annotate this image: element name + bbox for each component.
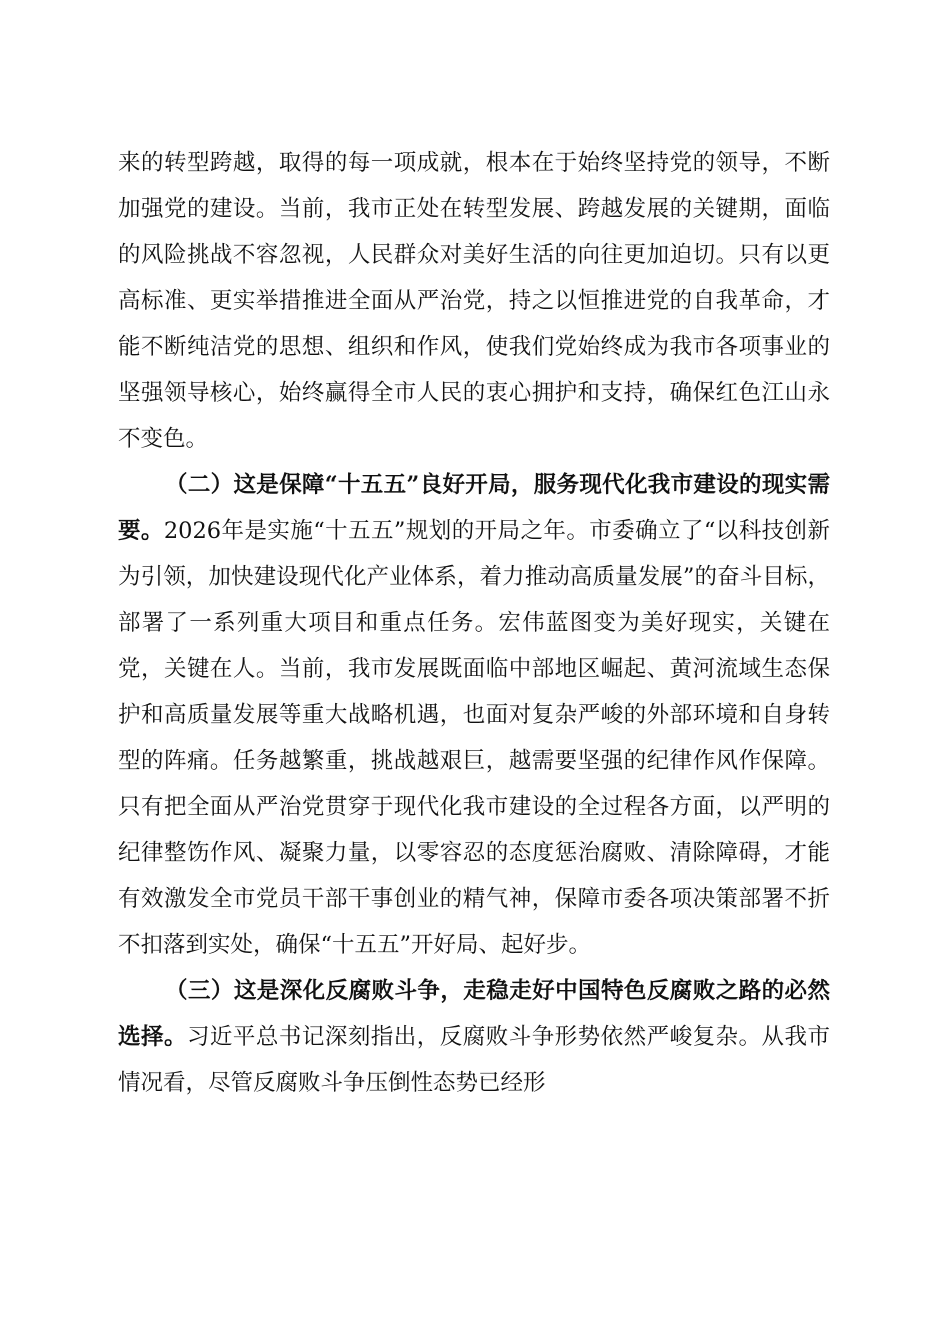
paragraph-continuation bbox=[118, 140, 830, 462]
paragraph-text: 习近平总书记深刻指出，反腐败斗争形势依然严峻复杂。从我市情况看，尽管反腐败斗争压倒性态势已经形 bbox=[118, 1024, 830, 1096]
document-body bbox=[118, 140, 830, 1106]
paragraph-text: 2026年是实施“十五五”规划的开局之年。市委确立了“以科技创新为引领，加快建设现代化产业体系，着力推动高质量发展”的奋斗目标，部署了一系列重大项目和重点任务。宏伟蓝图变为美好现实，关键在党，关键在人。当前，我市发展既面临中部地区崛起、黄河流域生态保护和高质量发展等重大战略机遇，也面对复杂严峻的外部环境和自身转型的阵痛。任务越繁重，挑战越艰巨，越需要坚强的纪律作风作保障。只有把全面从严治党贯穿于现代化我市建设的全过程各方面，以严明的纪律整饬作风、凝聚力量，以零容忍的态度惩治腐败、清除障碍，才能有效激发全市党员干部干事创业的精气神，保障市委各项决策部署不折不扣落到实处，确保“十五五”开好局、起好步。 bbox=[118, 518, 830, 958]
section-heading: （三）这是深化反腐败斗争，走稳走好中国特色反腐败之路的必然选择。 bbox=[118, 978, 830, 1050]
paragraph-section-two bbox=[118, 462, 830, 968]
paragraph-text: 来的转型跨越，取得的每一项成就，根本在于始终坚持党的领导，不断加强党的建设。当前，我市正处在转型发展、跨越发展的关键期，面临的风险挑战不容忽视，人民群众对美好生活的向往更加迫切。只有以更高标准、更实举措推进全面从严治党，持之以恒推进党的自我革命，才能不断纯洁党的思想、组织和作风，使我们党始终成为我市各项事业的坚强领导核心，始终赢得全市人民的衷心拥护和支持，确保红色江山永不变色。 bbox=[118, 150, 830, 452]
section-heading: （二）这是保障“十五五”良好开局，服务现代化我市建设的现实需要。 bbox=[118, 472, 830, 544]
paragraph-section-three bbox=[118, 968, 830, 1106]
